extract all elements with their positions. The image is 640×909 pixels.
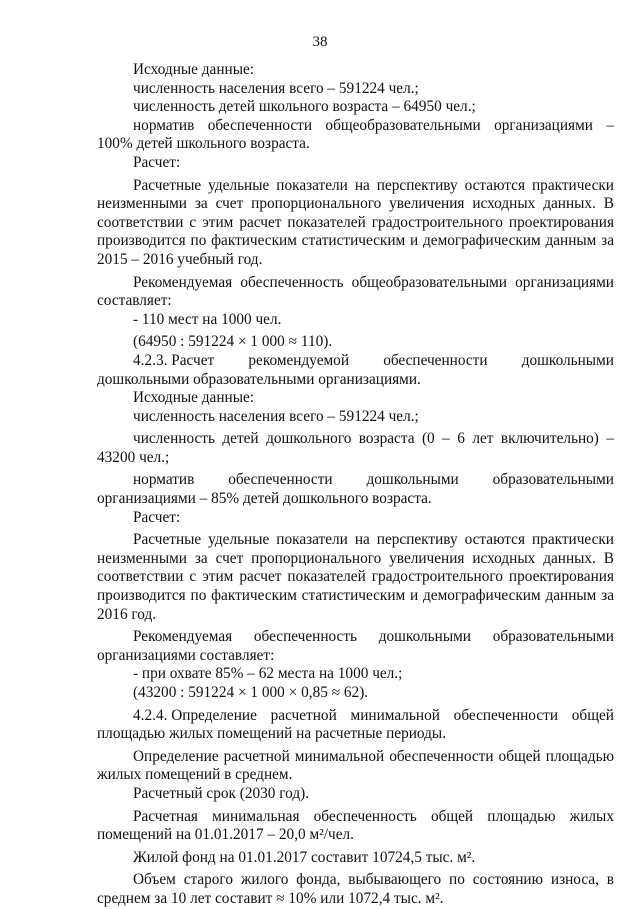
recommended-word: Рекомендуемая xyxy=(133,628,233,646)
paragraph-school-places: - 110 мест на 1000 чел. xyxy=(133,310,282,328)
paragraph-calculation-text-2: Расчетные удельные показатели на перспективу остаются практически неизменными за счет пропорционального увеличения исходных данных. В соответствии с этим расчет показателей градостроительного проектирования производится по фактическим статистическим и демографическим данным за 2016 год. xyxy=(97,531,614,623)
recommended-word: дошкольными xyxy=(378,628,471,646)
paragraph-recommended-school: Рекомендуемая обеспеченность общеобразовательными организациями составляет: xyxy=(97,273,614,310)
page-number: 38 xyxy=(312,34,328,50)
paragraph-preschool-norm-continuation: организациями – 85% детей дошкольного возраста. xyxy=(97,490,432,508)
heading-word: общей xyxy=(571,706,614,724)
heading-word: расчетной xyxy=(270,706,337,724)
recommended-word: образовательными xyxy=(492,628,614,646)
section-4-2-4-heading-continuation: площадью жилых помещений на расчетные периоды. xyxy=(97,725,447,743)
paragraph-preschool-places: - при охвате 85% – 62 места на 1000 чел.; xyxy=(133,665,403,683)
paragraph-calculation-heading: Расчет: xyxy=(133,153,181,171)
paragraph-preschool-children: численность детей дошкольного возраста (0 – 6 лет включительно) – 43200 чел.; xyxy=(97,430,614,466)
paragraph-housing-stock: Жилой фонд на 01.01.2017 составит 10724,5 тыс. м². xyxy=(133,848,476,866)
heading-word: 4.2.4. Определение xyxy=(133,706,257,724)
heading-word: обеспеченности xyxy=(383,351,488,369)
paragraph-source-data-heading-2: Исходные данные: xyxy=(133,389,255,407)
heading-word: 4.2.3. Расчет xyxy=(133,351,215,369)
paragraph-calculation-heading-2: Расчет: xyxy=(133,508,181,526)
paragraph-min-provision xyxy=(97,808,614,827)
heading-word: рекомендуемой xyxy=(248,351,350,369)
paragraph-recommended-preschool-continuation: организациями составляет: xyxy=(97,646,275,664)
paragraph-calculation-period: Расчетный срок (2030 год). xyxy=(133,784,310,802)
paragraph-min-provision-continuation: помещений на 01.01.2017 – 20,0 м²/чел. xyxy=(97,826,354,844)
paragraph-school-norm: норматив обеспеченности общеобразовательными организациями – 100% детей школьного возраста. xyxy=(97,116,614,153)
provision-word: площадью xyxy=(487,807,556,825)
paragraph-preschool-formula: (43200 : 591224 × 1 000 × 0,85 ≈ 62). xyxy=(133,684,369,701)
provision-word: обеспеченность xyxy=(313,807,417,825)
paragraph-population-total-2: численность населения всего – 591224 чел.; xyxy=(133,407,419,425)
heading-word: обеспеченности xyxy=(453,706,559,724)
paragraph-recommended-preschool xyxy=(97,628,614,647)
norm-word: дошкольными xyxy=(366,471,459,489)
provision-word: минимальная xyxy=(212,807,300,825)
paragraph-preschool-norm xyxy=(97,471,614,490)
paragraph-definition-average: Определение расчетной минимальной обеспеченности общей площадью жилых помещений в среднем. xyxy=(97,747,614,784)
section-4-2-4-heading xyxy=(97,707,614,726)
heading-word: дошкольными xyxy=(521,351,614,369)
section-4-2-3-heading-continuation: дошкольными образовательными организациями. xyxy=(97,370,421,388)
norm-word: обеспеченности xyxy=(228,471,333,489)
recommended-word: обеспеченность xyxy=(253,628,358,646)
norm-word: образовательными xyxy=(492,471,614,489)
paragraph-school-formula: (64950 : 591224 × 1 000 ≈ 110). xyxy=(133,333,333,351)
provision-word: жилых xyxy=(569,807,614,825)
heading-word: минимальной xyxy=(350,706,440,724)
section-4-2-3-heading xyxy=(97,352,614,371)
paragraph-old-housing: Объем старого жилого фонда, выбывающего по состоянию износа, в среднем за 10 лет составит ≈ 10% или 1072,4 тыс. м². xyxy=(97,871,614,907)
paragraph-calculation-text: Расчетные удельные показатели на перспективу остаются практически неизменными за счет пропорционального увеличения исходных данных. В соответствии с этим расчет показателей градостроительного проектирования производится по фактическим статистическим и демографическим данным за 2015 – 2016 учебный год. xyxy=(97,176,614,268)
provision-word: Расчетная xyxy=(133,807,198,825)
document-body xyxy=(97,61,614,909)
paragraph-source-data-heading: Исходные данные: xyxy=(133,61,255,78)
norm-word: норматив xyxy=(133,471,195,489)
paragraph-population-total: численность населения всего – 591224 чел.; xyxy=(133,79,419,97)
provision-word: общей xyxy=(430,807,474,825)
paragraph-school-age-children: численность детей школьного возраста – 64950 чел.; xyxy=(133,98,476,116)
